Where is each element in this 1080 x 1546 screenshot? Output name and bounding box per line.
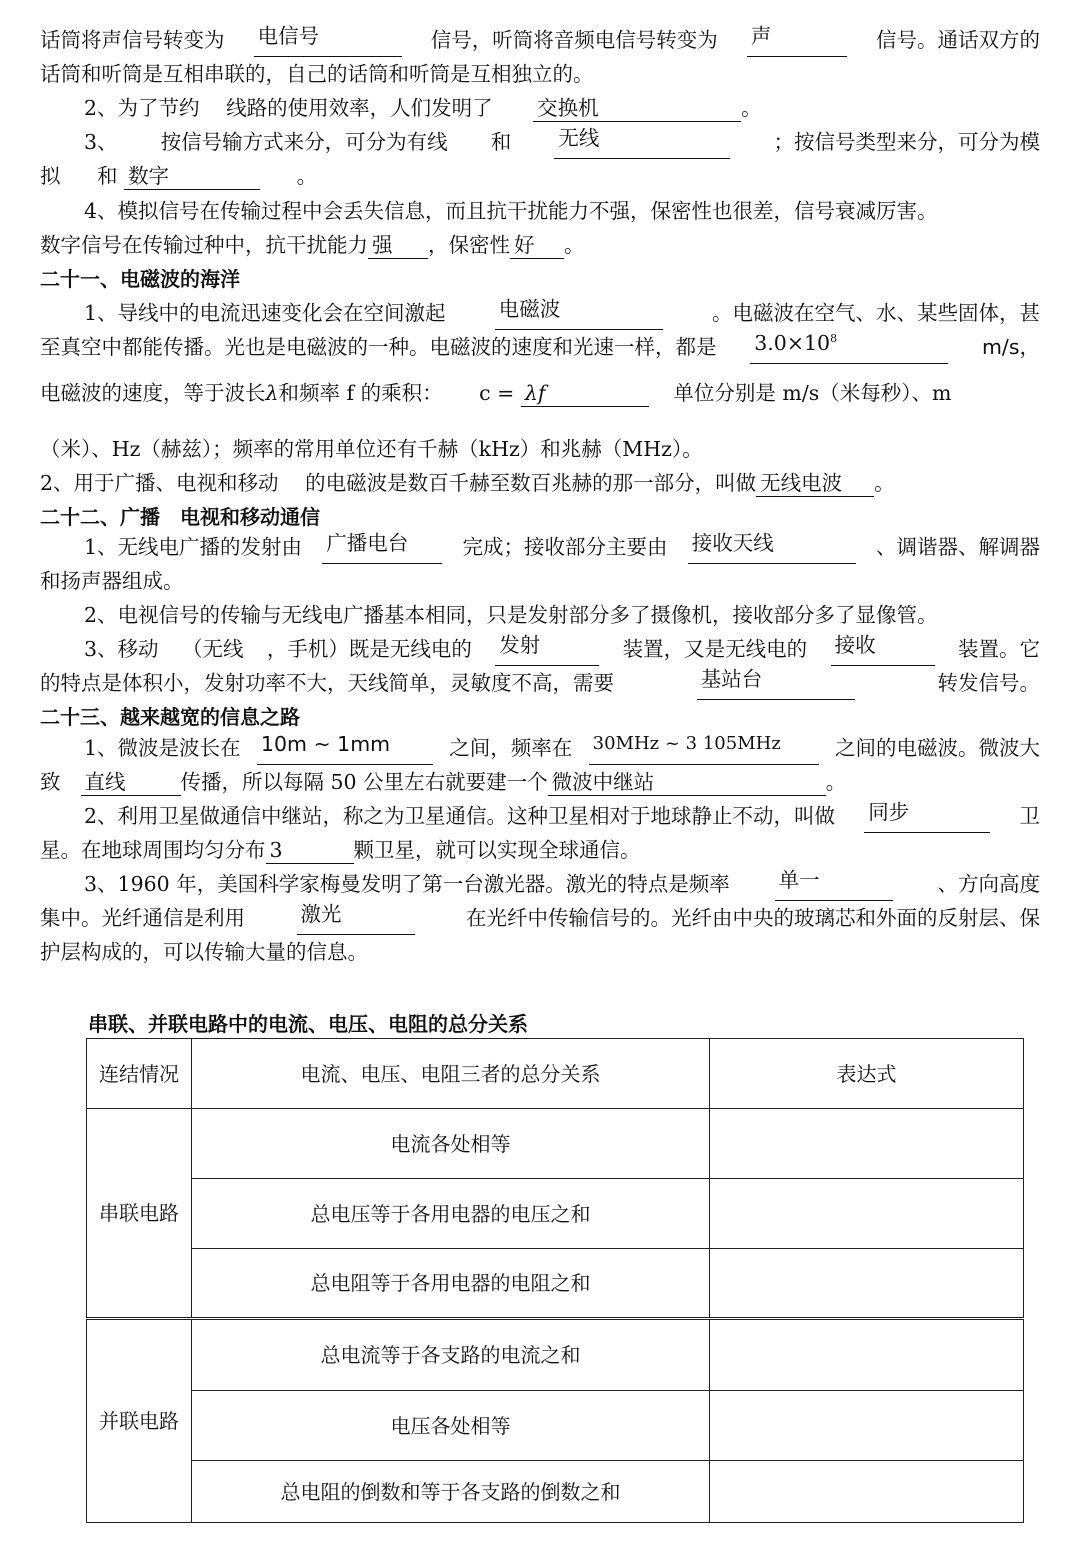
answer-blank: 接收天线 <box>688 530 856 564</box>
answer-blank: 3 <box>266 837 354 864</box>
table-row <box>87 1391 1024 1461</box>
text: 之间的电磁波。微波大 <box>834 736 1040 760</box>
table-title: 串联、并联电路中的电流、电压、电阻的总分关系 <box>88 1012 528 1036</box>
para-3-line-1 <box>40 125 1040 159</box>
para-11-line-2 <box>40 833 1040 867</box>
text: 完成；接收部分主要由 <box>462 535 668 559</box>
expression-cell <box>710 1249 1024 1319</box>
text: 2、为了节约 <box>84 96 200 120</box>
text: ，保密性 <box>428 233 510 257</box>
text: 和 <box>97 164 118 188</box>
section-heading-23: 二十三、越来越宽的信息之路 <box>40 705 300 729</box>
text: 传播，所以每隔 50 公里左右就要建一个 <box>180 770 548 794</box>
answer-blank: 无线 <box>554 125 730 159</box>
para-3-line-2 <box>40 159 1040 193</box>
para-12-line-3: 护层构成的，可以传输大量的信息。 <box>40 940 368 964</box>
text: 3、 <box>84 130 118 154</box>
text: 信号。通话双方的 <box>876 28 1040 52</box>
text: 颗卫星，就可以实现全球通信。 <box>353 838 641 862</box>
text: 。 <box>564 233 585 257</box>
text: 集中。光纤通信是利用 <box>40 906 245 930</box>
lambda-symbol: λ <box>265 381 279 405</box>
para-11-line-1 <box>40 799 1040 833</box>
text: 3、移动 <box>84 637 159 661</box>
header-expression: 表达式 <box>710 1039 1024 1109</box>
text: 转发信号。 <box>937 671 1040 695</box>
table-row <box>87 1319 1024 1391</box>
text: （无线 <box>181 637 244 661</box>
relation-cell: 总电阻等于各用电器的电阻之和 <box>192 1249 710 1319</box>
text: 1、导线中的电流迅速变化会在空间激起 <box>84 301 446 325</box>
text: m/s， <box>981 335 1040 359</box>
answer-blank: 微波中继站 <box>548 769 826 796</box>
para-4-line-1: 4、模拟信号在传输过程中会丢失信息，而且抗干扰能力不强，保密性也很差，信号衰减厉害。 <box>84 199 938 223</box>
answer-blank: 同步 <box>864 799 990 833</box>
answer-text: 3.0×10 <box>754 331 831 355</box>
text: 装置。它 <box>957 637 1040 661</box>
text: 拟 <box>40 164 61 188</box>
table-row <box>87 1109 1024 1179</box>
answer-blank: 广播电台 <box>322 530 442 564</box>
text: 。 <box>296 164 318 188</box>
parallel-circuit-label: 并联电路 <box>87 1319 192 1523</box>
relation-cell: 电压各处相等 <box>192 1391 710 1461</box>
answer-blank: 30MHz ~ 3 105MHz <box>589 731 819 765</box>
para-7-line-2: 和扬声器组成。 <box>40 569 184 593</box>
answer-blank: 强 <box>368 232 428 259</box>
answer-blank: 电信号 <box>254 23 402 57</box>
relation-cell: 总电压等于各用电器的电压之和 <box>192 1179 710 1249</box>
para-1-line-1 <box>40 23 1040 57</box>
relation-cell: 电流各处相等 <box>192 1109 710 1179</box>
answer-blank: 接收 <box>831 632 935 666</box>
para-4-line-2 <box>40 228 1040 262</box>
text: 3、1960 年，美国科学家梅曼发明了第一台激光器。激光的特点是频率 <box>84 872 730 896</box>
answer-blank: 发射 <box>495 632 599 666</box>
para-12-line-1 <box>40 867 1040 901</box>
text: ；按信号类型来分，可分为模 <box>773 130 1040 154</box>
para-5-line-1 <box>40 296 1040 330</box>
answer-blank: 单一 <box>775 867 893 901</box>
text: 的电磁波是数百千赫至数百兆赫的那一部分，叫做 <box>305 471 757 495</box>
answer-blank: 基站台 <box>697 666 855 700</box>
section-heading-22: 二十二、广播 电视和移动通信 <box>40 505 320 529</box>
text: 线路的使用效率，人们发明了 <box>226 96 493 120</box>
table-row <box>87 1249 1024 1319</box>
para-9-line-2 <box>40 666 1040 700</box>
text: 2、利用卫星做通信中继站，称之为卫星通信。这种卫星相对于地球静止不动，叫做 <box>84 804 836 828</box>
answer-blank: 无线电波 <box>756 470 874 497</box>
relation-cell: 总电阻的倒数和等于各支路的倒数之和 <box>192 1461 710 1523</box>
answer-blank: 好 <box>510 232 564 259</box>
text: 2、用于广播、电视和移动 <box>40 471 279 495</box>
section-heading-21: 二十一、电磁波的海洋 <box>40 267 240 291</box>
text: 话筒将声信号转变为 <box>40 28 225 52</box>
para-5-line-2 <box>40 330 1040 364</box>
header-connection: 连结情况 <box>87 1039 192 1109</box>
text: 卫 <box>1019 804 1040 828</box>
text: 1、微波是波长在 <box>84 736 241 760</box>
text: 信号，听筒将音频电信号转变为 <box>430 28 718 52</box>
text: 装置，又是无线电的 <box>622 637 808 661</box>
para-8: 2、电视信号的传输与无线电广播基本相同，只是发射部分多了摄像机，接收部分多了显像管。 <box>84 603 938 627</box>
para-10-line-1 <box>40 731 1040 765</box>
para-6 <box>40 466 1040 500</box>
text: 、调谐器、解调器 <box>875 535 1040 559</box>
para-9-line-1 <box>40 632 1040 666</box>
para-12-line-2 <box>40 901 1040 935</box>
relation-cell: 总电流等于各支路的电流之和 <box>192 1319 710 1391</box>
para-2 <box>40 91 1040 125</box>
circuit-relations-table <box>86 1038 1024 1523</box>
text: 和频率 f 的乘积： <box>278 381 443 405</box>
text: c = <box>479 381 515 405</box>
para-5-line-4: （米）、Hz（赫兹）；频率的常用单位还有千赫（kHz）和兆赫（MHz）。 <box>40 437 703 461</box>
text: 至真空中都能传播。光也是电磁波的一种。电磁波的速度和光速一样，都是 <box>40 335 717 359</box>
text: 致 <box>40 770 61 794</box>
answer-blank: 交换机 <box>533 95 741 122</box>
header-relation: 电流、电压、电阻三者的总分关系 <box>192 1039 710 1109</box>
answer-blank: 10m ~ 1mm <box>257 731 433 765</box>
para-1-line-2: 话筒和听筒是互相串联的，自己的话筒和听筒是互相独立的。 <box>40 62 594 86</box>
text: 。 <box>741 96 762 120</box>
text: 电磁波的速度，等于波长 <box>40 381 266 405</box>
text: 在光纤中传输信号的。光纤由中央的玻璃芯和外面的反射层、保 <box>466 906 1040 930</box>
text: 。 <box>825 770 847 794</box>
text: 1、无线电广播的发射由 <box>84 535 303 559</box>
text: 。电磁波在空气、水、某些固体，甚 <box>711 301 1040 325</box>
text: 按信号输方式来分，可分为有线 <box>160 130 448 154</box>
table-header-row <box>87 1039 1024 1109</box>
answer-blank <box>750 330 948 364</box>
para-7-line-1 <box>40 530 1040 564</box>
text: 数字信号在传输过种中，抗干扰能力 <box>40 233 368 257</box>
text: 、方向高度 <box>937 872 1040 896</box>
text: 和 <box>490 130 512 154</box>
expression-cell <box>710 1179 1024 1249</box>
table-row <box>87 1179 1024 1249</box>
table-row <box>87 1461 1024 1523</box>
expression-cell <box>710 1461 1024 1523</box>
answer-blank: 激光 <box>297 901 415 935</box>
text: 之间，频率在 <box>449 736 573 760</box>
text: 单位分别是 m/s（米每秒）、m <box>673 381 952 405</box>
text: ，手机）既是无线电的 <box>266 637 472 661</box>
para-5-line-3 <box>40 376 1040 410</box>
answer-blank: 直线 <box>81 769 181 796</box>
answer-blank: 数字 <box>124 163 260 190</box>
answer-blank: 电磁波 <box>495 296 663 330</box>
para-10-line-2 <box>40 765 1040 799</box>
exponent: 8 <box>830 332 838 345</box>
expression-cell <box>710 1319 1024 1391</box>
text: 。 <box>874 471 895 495</box>
answer-blank: λf <box>521 380 649 407</box>
series-circuit-label: 串联电路 <box>87 1109 192 1319</box>
expression-cell <box>710 1391 1024 1461</box>
text: 的特点是体积小，发射功率不大，天线简单，灵敏度不高，需要 <box>40 671 614 695</box>
answer-blank: 声 <box>747 23 847 57</box>
expression-cell <box>710 1109 1024 1179</box>
text: 星。在地球周围均匀分布 <box>40 838 266 862</box>
